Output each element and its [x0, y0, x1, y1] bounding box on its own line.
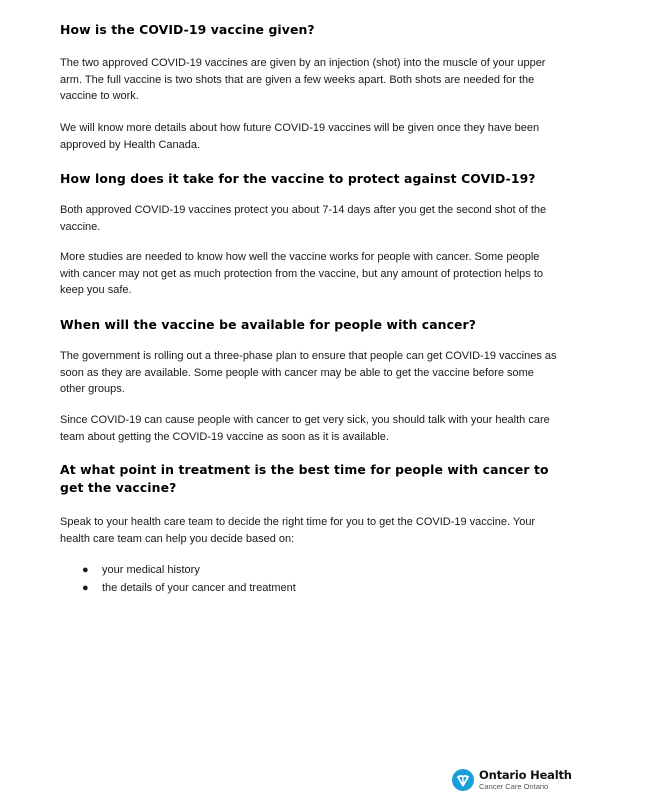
list-item-text: the details of your cancer and treatment [102, 582, 296, 594]
paragraph: Speak to your health care team to decide the right time for you to get the COVID-19 vaccine. Your health care team can help you decide based on: [60, 516, 536, 545]
list-item [60, 579, 565, 597]
ontario-trillium-icon [452, 769, 474, 791]
logo-name: Ontario Health [479, 768, 572, 782]
ontario-health-logo [452, 769, 572, 791]
logo-subtitle: Cancer Care Ontario [479, 781, 549, 791]
paragraph: More studies are needed to know how well the vaccine works for people with cancer. Some people with cancer may not get as much protection from the vaccine, but any amount of protection helps to keep you safe. [60, 251, 544, 296]
paragraph: The two approved COVID-19 vaccines are given by an injection (shot) into the muscle of your upper arm. The full vaccine is two shots that are given a few weeks apart. Both shots are needed for the vaccine to work. [60, 57, 546, 102]
bullet-icon: ● [82, 582, 89, 594]
bullet-icon: ● [82, 564, 89, 576]
paragraph: Both approved COVID-19 vaccines protect you about 7-14 days after you get the second shot of the vaccine. [60, 204, 547, 233]
list-item-text: your medical history [102, 564, 200, 576]
heading-best-time: At what point in treatment is the best time for people with cancer to get the vaccine? [60, 462, 549, 495]
paragraph: We will know more details about how future COVID-19 vaccines will be given once they have been approved by Health Canada. [60, 122, 540, 151]
heading-availability: When will the vaccine be available for people with cancer? [60, 317, 477, 332]
paragraph: Since COVID-19 can cause people with cancer to get very sick, you should talk with your health care team about getting the COVID-19 vaccine as soon as it is available. [60, 414, 550, 443]
bullet-list [60, 561, 565, 597]
heading-how-given: How is the COVID-19 vaccine given? [60, 22, 315, 37]
paragraph: The government is rolling out a three-phase plan to ensure that people can get COVID-19 vaccines as soon as they are available. Some people with cancer may be able to get the vaccine before some other groups. [60, 350, 557, 395]
list-item [60, 561, 565, 579]
heading-how-long: How long does it take for the vaccine to protect against COVID-19? [60, 171, 536, 186]
